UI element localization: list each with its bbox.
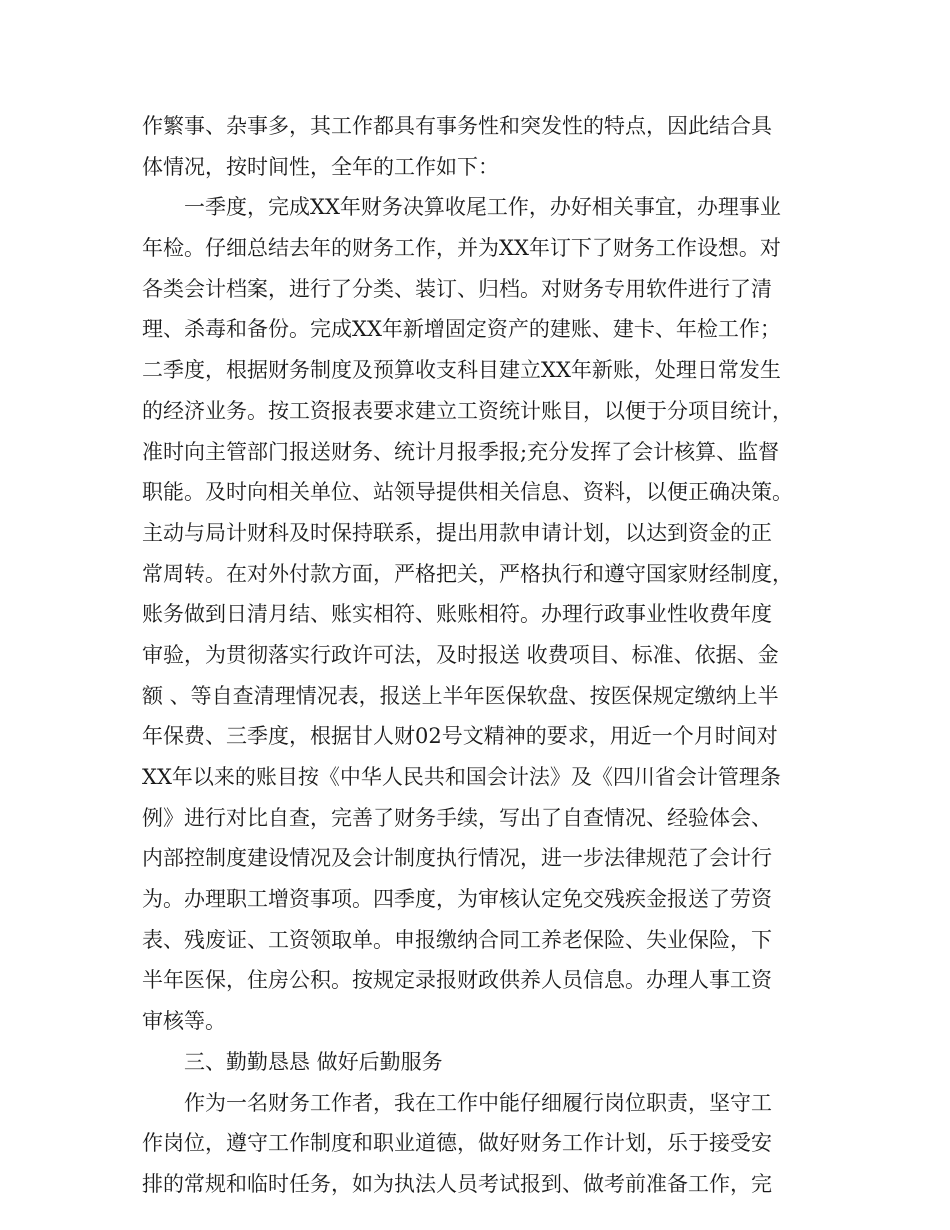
text-line: 年保费、三季度，根据甘人财02号文精神的要求，用近一个月时间对 [142,724,778,749]
text-line: 的经济业务。按工资报表要求建立工资统计账目，以便于分项目统计， [142,398,793,423]
text-line: 职能。及时向相关单位、站领导提供相关信息、资料，以便正确决策。 [142,480,793,505]
text-line: 二季度，根据财务制度及预算收支科目建立XX年新账，处理日常发生 [142,358,781,383]
text-line: 审验，为贯彻落实行政许可法，及时报送 收费项目、标准、依据、金 [142,642,779,667]
text-line: 作为一名财务工作者，我在工作中能仔细履行岗位职责，坚守工 [142,1090,772,1115]
text-line: 作繁事、杂事多，其工作都具有事务性和突发性的特点，因此结合具 [142,114,772,138]
text-line: 为。办理职工增资事项。四季度，为审核认定免交残疾金报送了劳资 [142,887,772,912]
text-line: 年检。仔细总结去年的财务工作，并为XX年订下了财务工作设想。对 [142,236,781,261]
document-body [142,106,808,1205]
text-line: 体情况，按时间性，全年的工作如下： [142,154,499,179]
text-line: 账务做到日清月结、账实相符、账账相符。办理行政事业性收费年度 [142,602,772,627]
text-line: 内部控制度建设情况及会计制度执行情况，进一步法律规范了会计行 [142,846,772,871]
text-line: 常周转。在对外付款方面，严格把关，严格执行和遵守国家财经制度， [142,561,793,586]
section-heading: 三、勤勤恳恳 做好后勤服务 [142,1049,443,1074]
text-line: 主动与局计财科及时保持联系，提出用款申请计划，以达到资金的正 [142,520,772,545]
text-line: 半年医保，住房公积。按规定录报财政供养人员信息。办理人事工资 [142,968,772,993]
text-line: 排的常规和临时任务，如为执法人员考试报到、做考前准备工作，完 [142,1171,772,1196]
text-line: 额 、等自查清理情况表，报送上半年医保软盘、按医保规定缴纳上半 [142,683,779,708]
text-line: 审核等。 [142,1009,226,1034]
text-line: 一季度，完成XX年财务决算收尾工作，办好相关事宜，办理事业 [142,195,781,220]
text-line: 作岗位，遵守工作制度和职业道德，做好财务工作计划，乐于接受安 [142,1131,772,1156]
text-line: 各类会计档案，进行了分类、装订、归档。对财务专用软件进行了清 [142,276,772,301]
text-line: 例》进行对比自查，完善了财务手续，写出了自查情况、经验体会、 [142,805,772,830]
text-line: 表、残废证、工资领取单。申报缴纳合同工养老保险、失业保险，下 [142,927,772,952]
text-line: 准时向主管部门报送财务、统计月报季报;充分发挥了会计核算、监督 [142,439,780,464]
text-line: XX年以来的账目按《中华人民共和国会计法》及《四川省会计管理条 [142,765,781,789]
text-line: 理、杀毒和备份。完成XX年新增固定资产的建账、建卡、年检工作； [142,317,781,342]
